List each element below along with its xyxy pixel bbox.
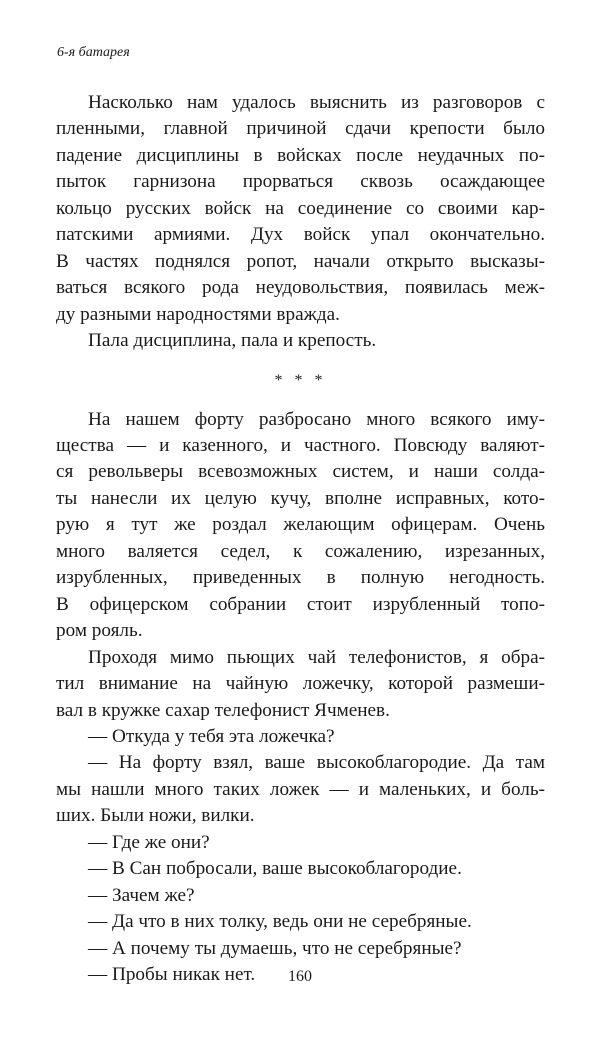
text-line: — На форту взял, ваше высокоблагородие. Да там [88,752,545,774]
paragraph [56,909,545,935]
paragraph [56,645,545,724]
text-line: ших. Были ножи, вилки. [56,805,255,827]
text-line: патскими армиями. Дух войск упал окончательно. [56,224,545,246]
paragraph [56,856,545,882]
text-line: ром рояль. [56,620,143,642]
text-line: ты нанесли их целую кучу, вполне исправных, кото- [56,487,545,509]
text-line: — Да что в них толку, ведь они не серебряные. [88,911,472,933]
text-line: В частях поднялся ропот, начали открыто высказы- [56,250,545,272]
text-line: — Где же они? [88,831,210,853]
text-line: — Откуда у тебя эта ложечка? [88,725,335,747]
paragraph [56,883,545,909]
text-line: Проходя мимо пьющих чай телефонистов, я обра- [88,646,545,668]
text-line: тил внимание на чайную ложечку, которой размеши- [56,673,545,695]
text-line: много валяется седел, к сожалению, изрезанных, [56,540,545,562]
text-block-2 [56,407,545,989]
section-separator: * * * [274,371,327,389]
text-line: Пала дисциплина, пала и крепость. [88,330,377,352]
body-text [56,90,545,989]
text-line: — А почему ты думаешь, что не серебряные? [88,937,462,959]
text-line: Насколько нам удалось выяснить из разговоров с [88,92,545,113]
text-line: кольцо русских войск на соединение со своими кар- [56,197,545,219]
text-line: падение дисциплины в войсках после неудачных по- [56,144,545,166]
text-line: вал в кружке сахар телефонист Ячменев. [56,699,390,721]
text-line: ду разными народностями вражда. [56,303,340,325]
text-line: щества — и казенного, и частного. Повсюду валяют- [56,434,545,456]
text-line: — В Сан побросали, ваше высокоблагородие. [88,858,462,880]
paragraph [56,830,545,856]
paragraph [56,936,545,962]
text-line: ся револьверы всевозможных систем, и наши солда- [56,461,545,483]
text-line: ваться всякого рода неудовольствия, появилась меж- [56,277,545,299]
running-head: 6-я батарея [57,45,130,60]
text-line: — Пробы никак нет. [88,964,256,986]
text-line: На нашем форту разбросано много всякого иму- [88,408,545,430]
text-line: пленными, главной причиной сдачи крепости было [56,118,545,140]
paragraph [56,724,545,750]
text-block-1 [56,90,545,355]
text-line: рую я тут же роздал желающим офицерам. Очень [56,514,545,536]
paragraph [56,407,545,645]
text-line: мы нашли много таких ложек — и маленьких, и боль- [56,778,545,800]
text-line: — Зачем же? [88,884,195,906]
text-line: изрубленных, приведенных в полную негодность. [56,567,545,589]
text-line: В офицерском собрании стоит изрубленный топо- [56,593,545,615]
paragraph [56,750,545,829]
paragraph [56,328,545,354]
text-line: пыток гарнизона прорваться сквозь осаждающее [56,171,545,193]
page-number: 160 [288,968,312,985]
paragraph [56,90,545,328]
